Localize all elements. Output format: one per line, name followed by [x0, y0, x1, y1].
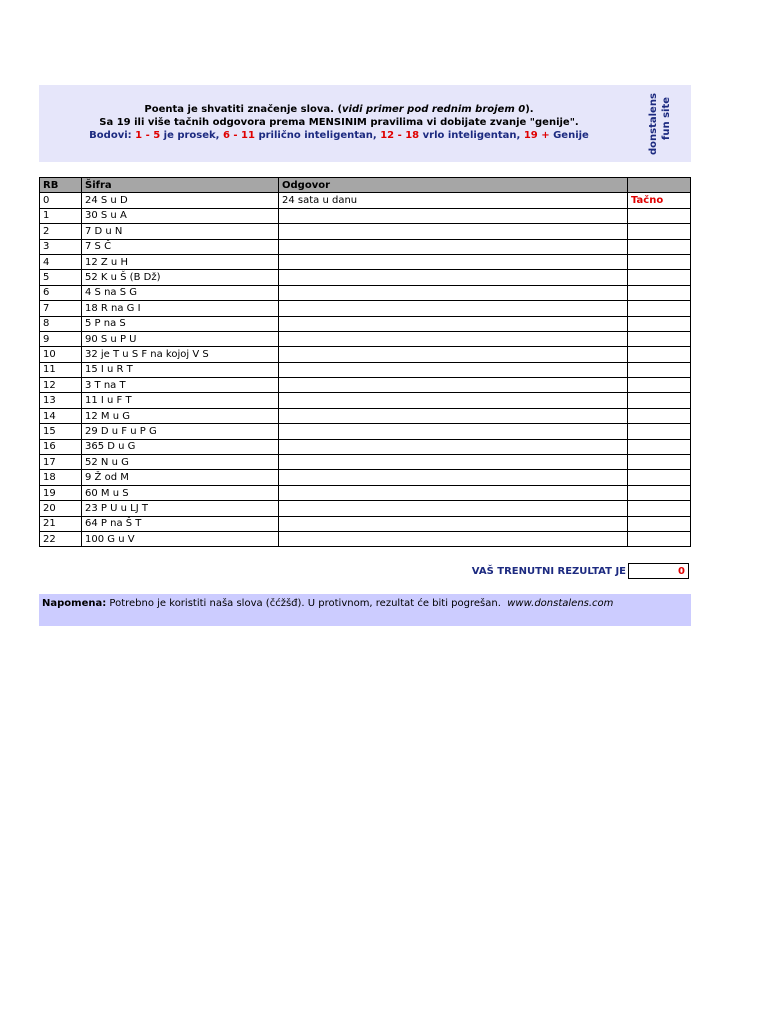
status-cell	[628, 470, 691, 485]
cell-sifra: 3 T na T	[82, 378, 279, 393]
cell-rb: 2	[40, 224, 82, 239]
answer-cell[interactable]	[279, 239, 628, 254]
status-cell	[628, 347, 691, 362]
table-row	[40, 393, 691, 408]
header-line-3: Bodovi: 1 - 5 je prosek, 6 - 11 prilično inteligentan, 12 - 18 vrlo inteligentan, 19 + Genije	[89, 130, 589, 141]
answer-cell[interactable]	[279, 316, 628, 331]
cell-sifra: 23 P U u LJ T	[82, 501, 279, 516]
answer-cell[interactable]	[279, 331, 628, 346]
status-cell	[628, 285, 691, 300]
table-row	[40, 470, 691, 485]
answer-cell[interactable]	[279, 347, 628, 362]
table-row	[40, 208, 691, 223]
cell-sifra: 90 S u P U	[82, 331, 279, 346]
answer-cell[interactable]	[279, 424, 628, 439]
status-cell: Tačno	[628, 193, 691, 208]
side-label	[646, 95, 686, 157]
cell-rb: 0	[40, 193, 82, 208]
header-line-2: Sa 19 ili više tačnih odgovora prema MENSINIM pravilima vi dobijate zvanje "genije".	[99, 117, 579, 128]
cell-rb: 1	[40, 208, 82, 223]
status-cell	[628, 301, 691, 316]
cell-sifra: 100 G u V	[82, 531, 279, 546]
table-row	[40, 270, 691, 285]
header-text	[39, 103, 639, 142]
cell-rb: 10	[40, 347, 82, 362]
table-row	[40, 331, 691, 346]
cell-rb: 11	[40, 362, 82, 377]
table-row	[40, 516, 691, 531]
side-label-line-1: donstalens	[648, 93, 659, 155]
cell-sifra: 64 P na Š T	[82, 516, 279, 531]
table-row	[40, 439, 691, 454]
table-header-row	[40, 178, 691, 193]
cell-rb: 21	[40, 516, 82, 531]
cell-rb: 20	[40, 501, 82, 516]
note-line	[42, 598, 613, 609]
table-row	[40, 424, 691, 439]
cell-rb: 12	[40, 378, 82, 393]
cell-rb: 16	[40, 439, 82, 454]
cell-rb: 8	[40, 316, 82, 331]
status-cell	[628, 485, 691, 500]
cell-rb: 6	[40, 285, 82, 300]
cell-sifra: 52 K u Š (B Dž)	[82, 270, 279, 285]
cell-rb: 4	[40, 254, 82, 269]
score-label: VAŠ TRENUTNI REZULTAT JE	[471, 566, 626, 577]
status-cell	[628, 224, 691, 239]
status-cell	[628, 501, 691, 516]
status-cell	[628, 239, 691, 254]
table-row	[40, 254, 691, 269]
cell-sifra: 29 D u F u P G	[82, 424, 279, 439]
table-row	[40, 531, 691, 546]
cell-sifra: 12 Z u H	[82, 254, 279, 269]
riddle-table	[39, 177, 691, 547]
status-cell	[628, 331, 691, 346]
answer-cell[interactable]	[279, 393, 628, 408]
cell-rb: 14	[40, 408, 82, 423]
cell-sifra: 9 Ž od M	[82, 470, 279, 485]
table-row	[40, 301, 691, 316]
cell-sifra: 7 D u N	[82, 224, 279, 239]
cell-sifra: 11 I u F T	[82, 393, 279, 408]
status-cell	[628, 378, 691, 393]
answer-cell[interactable]	[279, 301, 628, 316]
status-cell	[628, 408, 691, 423]
status-cell	[628, 439, 691, 454]
answer-cell[interactable]	[279, 254, 628, 269]
status-cell	[628, 516, 691, 531]
cell-sifra: 32 je T u S F na kojoj V S	[82, 347, 279, 362]
col-header-rb: RB	[40, 178, 82, 193]
table-row	[40, 347, 691, 362]
cell-sifra: 60 M u S	[82, 485, 279, 500]
status-cell	[628, 254, 691, 269]
status-cell	[628, 270, 691, 285]
note-label: Napomena:	[42, 598, 107, 609]
table-row	[40, 408, 691, 423]
status-cell	[628, 362, 691, 377]
answer-cell[interactable]	[279, 362, 628, 377]
cell-rb: 5	[40, 270, 82, 285]
cell-sifra: 12 M u G	[82, 408, 279, 423]
table-row	[40, 285, 691, 300]
table-row	[40, 193, 691, 208]
answer-cell[interactable]	[279, 224, 628, 239]
cell-rb: 7	[40, 301, 82, 316]
cell-sifra: 15 I u R T	[82, 362, 279, 377]
cell-rb: 18	[40, 470, 82, 485]
table-row	[40, 378, 691, 393]
answer-cell[interactable]	[279, 470, 628, 485]
answer-cell[interactable]	[279, 408, 628, 423]
side-label-line-2: fun site	[661, 96, 672, 140]
cell-sifra: 5 P na S	[82, 316, 279, 331]
cell-sifra: 365 D u G	[82, 439, 279, 454]
status-cell	[628, 424, 691, 439]
cell-rb: 17	[40, 455, 82, 470]
answer-cell[interactable]	[279, 501, 628, 516]
cell-sifra: 18 R na G I	[82, 301, 279, 316]
table-row	[40, 362, 691, 377]
answer-cell[interactable]	[279, 208, 628, 223]
table-row	[40, 224, 691, 239]
answer-cell[interactable]	[279, 516, 628, 531]
status-cell	[628, 393, 691, 408]
cell-sifra: 30 S u A	[82, 208, 279, 223]
answer-cell[interactable]	[279, 378, 628, 393]
note-box	[39, 594, 691, 626]
table-row	[40, 455, 691, 470]
cell-sifra: 4 S na S G	[82, 285, 279, 300]
table-row	[40, 501, 691, 516]
answer-cell[interactable]	[279, 485, 628, 500]
answer-cell[interactable]	[279, 285, 628, 300]
answer-cell[interactable]	[279, 455, 628, 470]
answer-cell[interactable]	[279, 270, 628, 285]
note-site: www.donstalens.com	[507, 598, 614, 609]
cell-rb: 3	[40, 239, 82, 254]
cell-rb: 19	[40, 485, 82, 500]
table-row	[40, 316, 691, 331]
cell-rb: 15	[40, 424, 82, 439]
header-line-1: Poenta je shvatiti značenje slova. (vidi primer pod rednim brojem 0).	[144, 104, 534, 115]
cell-sifra: 24 S u D	[82, 193, 279, 208]
cell-rb: 9	[40, 331, 82, 346]
answer-cell[interactable]	[279, 531, 628, 546]
header-box	[39, 85, 691, 162]
score-value: 0	[628, 563, 689, 579]
table-row	[40, 239, 691, 254]
answer-cell[interactable]: 24 sata u danu	[279, 193, 628, 208]
cell-rb: 22	[40, 531, 82, 546]
col-header-sifra: Šifra	[82, 178, 279, 193]
col-header-status	[628, 178, 691, 193]
table-row	[40, 485, 691, 500]
status-cell	[628, 208, 691, 223]
note-text: Potrebno je koristiti naša slova (čćžšđ). U protivnom, rezultat će biti pogrešan.	[109, 598, 501, 609]
table-body	[40, 193, 691, 547]
status-cell	[628, 531, 691, 546]
cell-sifra: 7 S Č	[82, 239, 279, 254]
col-header-odgovor: Odgovor	[279, 178, 628, 193]
cell-sifra: 52 N u G	[82, 455, 279, 470]
status-cell	[628, 455, 691, 470]
answer-cell[interactable]	[279, 439, 628, 454]
status-cell	[628, 316, 691, 331]
cell-rb: 13	[40, 393, 82, 408]
